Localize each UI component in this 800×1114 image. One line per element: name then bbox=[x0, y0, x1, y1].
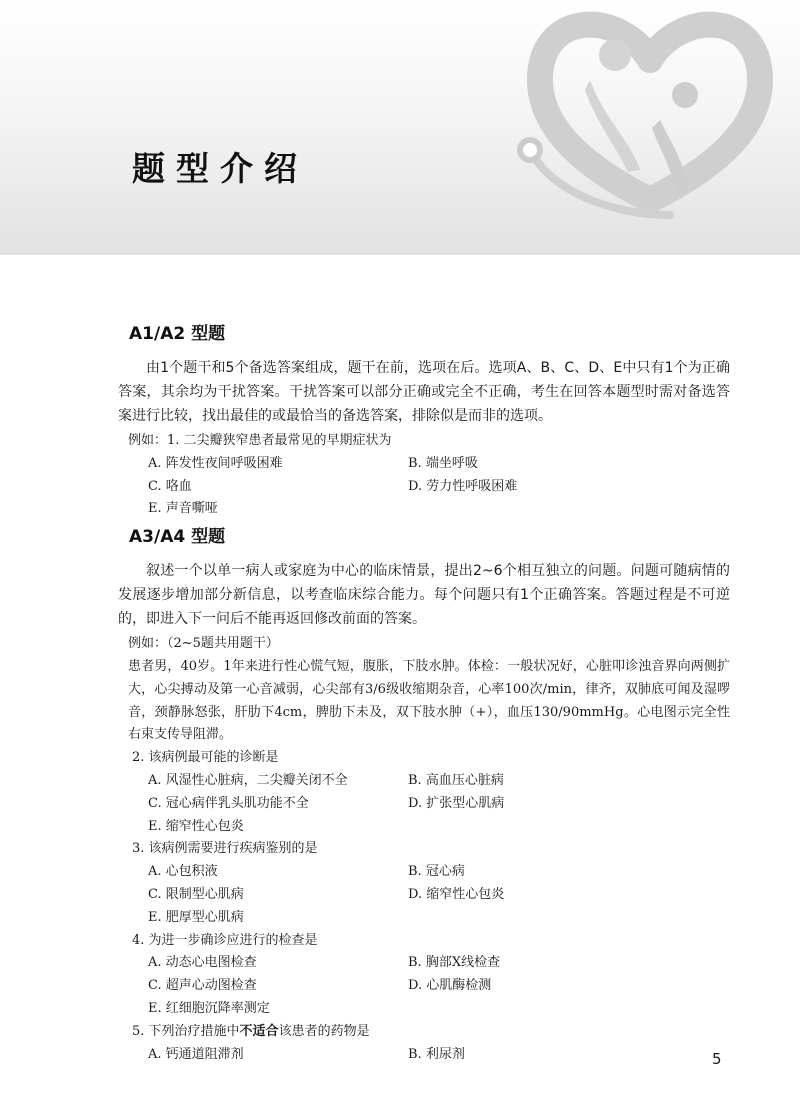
option-list bbox=[118, 861, 730, 929]
option-c: C. 咯血 bbox=[148, 478, 192, 494]
option-e: E. 肥厚型心肌病 bbox=[148, 909, 244, 925]
option-e: E. 缩窄性心包炎 bbox=[148, 818, 244, 834]
option-c: C. 冠心病伴乳头肌功能不全 bbox=[148, 795, 309, 811]
option-b: B. 冠心病 bbox=[408, 864, 465, 880]
example-label: 例如：（2~5题共用题干） bbox=[128, 636, 279, 652]
option-a: A. 阵发性夜间呼吸困难 bbox=[148, 455, 283, 471]
heart-family-stethoscope-icon bbox=[510, 0, 800, 255]
option-list bbox=[118, 453, 730, 521]
example-label: 例如：1. 二尖瓣狭窄患者最常见的早期症状为 bbox=[128, 433, 392, 448]
option-list bbox=[118, 952, 730, 1020]
page-title: 题型介绍 bbox=[132, 149, 308, 188]
option-a: A. 动态心电图检查 bbox=[148, 955, 257, 971]
option-d: D. 缩窄性心包炎 bbox=[408, 886, 505, 902]
option-list bbox=[118, 1044, 730, 1067]
option-b: B. 高血压心脏病 bbox=[408, 772, 504, 788]
option-a: A. 心包积液 bbox=[148, 864, 218, 880]
question-stem: 4. 为进一步确诊应进行的检查是 bbox=[132, 932, 318, 948]
section-description: 叙述一个以单一病人或家庭为中心的临床情景，提出2~6个相互独立的问题。问题可随病情的发展逐步增加部分新信息，以考查临床综合能力。每个问题只有1个正确答案。答题过程是不可逆的，即进入下一问后不能再返回修改前面的答案。 bbox=[118, 563, 730, 628]
option-a: A. 钙通道阻滞剂 bbox=[148, 1046, 244, 1062]
case-stem: 患者男，40岁。1年来进行性心慌气短，腹胀，下肢水肿。体检：一般状况好，心脏叩诊浊音界向两侧扩大，心尖搏动及第一心音减弱，心尖部有3/6级收缩期杂音，心率100次/min，律齐，双肺底可闻及湿啰音，颈静脉怒张，肝肋下4cm，脾肋下未及，双下肢水肿（+），血压130/90mmHg。心电图示完全性右束支传导阻滞。 bbox=[128, 658, 730, 743]
question-stem: 3. 该病例需要进行疾病鉴别的是 bbox=[132, 841, 318, 857]
page-number: 5 bbox=[712, 1050, 722, 1068]
section-a3a4 bbox=[118, 525, 730, 1066]
section-heading: A3/A4 型题 bbox=[129, 527, 226, 548]
section-a1a2 bbox=[118, 322, 730, 521]
option-b: B. 端坐呼吸 bbox=[408, 455, 478, 471]
stem-text: 5. 下列治疗措施中 bbox=[132, 1023, 240, 1039]
option-b: B. 胸部X线检查 bbox=[408, 955, 501, 971]
section-description: 由1个题干和5个备选答案组成，题干在前，选项在后。选项A、B、C、D、E中只有1个为正确答案，其余均为干扰答案。干扰答案可以部分正确或完全不正确，考生在回答本题型时需对备选答案进行比较，找出最佳的或最恰当的备选答案，排除似是而非的选项。 bbox=[118, 360, 730, 424]
option-e: E. 红细胞沉降率测定 bbox=[148, 1000, 270, 1016]
stem-emphasis: 不适合 bbox=[239, 1023, 279, 1039]
option-d: D. 心肌酶检测 bbox=[408, 978, 492, 994]
option-b: B. 利尿剂 bbox=[408, 1046, 465, 1062]
option-list bbox=[118, 770, 730, 838]
stem-text: 该患者的药物是 bbox=[278, 1023, 370, 1039]
main-content bbox=[118, 322, 730, 1066]
option-d: D. 劳力性呼吸困难 bbox=[408, 478, 518, 494]
page-header bbox=[0, 0, 800, 255]
option-d: D. 扩张型心肌病 bbox=[408, 795, 505, 811]
option-e: E. 声音嘶哑 bbox=[148, 501, 218, 517]
option-c: C. 超声心动图检查 bbox=[148, 978, 257, 994]
question-stem bbox=[118, 1021, 730, 1044]
question-stem: 2. 该病例最可能的诊断是 bbox=[132, 750, 279, 766]
option-c: C. 限制型心肌病 bbox=[148, 886, 244, 902]
section-heading: A1/A2 型题 bbox=[129, 324, 226, 344]
option-a: A. 风湿性心脏病，二尖瓣关闭不全 bbox=[148, 772, 348, 788]
